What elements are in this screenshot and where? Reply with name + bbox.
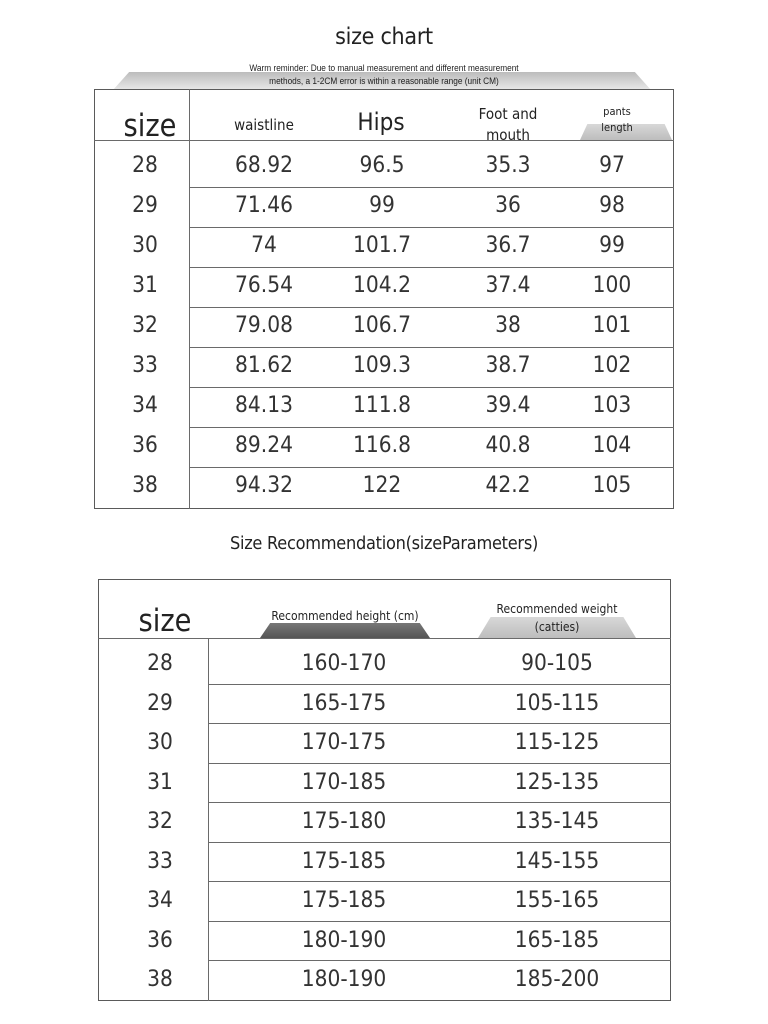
table1-row-divider xyxy=(189,187,674,188)
table1-header-foot-mouth xyxy=(459,104,558,146)
table1-cell: 35.3 xyxy=(485,153,531,178)
reminder-text xyxy=(200,62,568,88)
table2-row-divider xyxy=(208,881,671,882)
table1-header-pants-length xyxy=(577,104,658,136)
table2-cell: 38 xyxy=(147,967,173,992)
table1-cell: 36 xyxy=(495,193,521,218)
table1-row-divider xyxy=(189,307,674,308)
table2-row-divider xyxy=(208,802,671,803)
table1-cell: 100 xyxy=(592,273,632,298)
table1-cell: 76.54 xyxy=(235,273,293,298)
size-recommendation-title: Size Recommendation(sizeParameters) xyxy=(229,533,539,554)
table1-cell: 34 xyxy=(132,393,158,418)
table2-cell: 31 xyxy=(147,769,173,795)
table1-row-divider xyxy=(189,227,674,228)
table1-cell: 71.46 xyxy=(235,193,293,218)
table1-cell: 109.3 xyxy=(353,353,411,378)
table1-header-size: size xyxy=(123,108,177,144)
table1-cell: 79.08 xyxy=(235,313,293,338)
table1-cell: 39.4 xyxy=(485,393,531,418)
table2-row-divider xyxy=(208,723,671,724)
table1-cell: 36.7 xyxy=(485,233,531,258)
table2-cell: 90-105 xyxy=(521,651,593,676)
table2-cell: 135-145 xyxy=(514,809,600,834)
table1-cell: 94.32 xyxy=(235,473,293,498)
table2-row-divider xyxy=(208,921,671,922)
table1-cell: 68.92 xyxy=(235,153,293,178)
table2-cell: 185-200 xyxy=(514,967,600,992)
table1-cell: 103 xyxy=(592,393,632,418)
reminder-line-2: methods, a 1-2CM error is within a reasonable range (unit CM) xyxy=(269,76,499,86)
table1-cell: 102 xyxy=(592,353,632,378)
table2-cell: 34 xyxy=(147,888,173,913)
table1-row-divider xyxy=(189,427,674,428)
table1-cell: 101 xyxy=(592,313,632,338)
table1-cell: 38.7 xyxy=(485,353,531,378)
table1-cell: 37.4 xyxy=(485,273,531,298)
table2-cell: 180-190 xyxy=(301,927,387,953)
table2-height-header-shape xyxy=(260,623,430,638)
table1-header-pants-line2: length xyxy=(601,121,633,134)
table1-cell: 81.62 xyxy=(235,353,293,378)
table2-header-weight xyxy=(476,600,638,636)
table1-cell: 105 xyxy=(592,473,632,498)
table2-cell: 170-185 xyxy=(301,769,387,795)
table1-cell: 106.7 xyxy=(353,313,411,338)
table1-cell: 31 xyxy=(132,273,158,298)
table1-cell: 111.8 xyxy=(353,393,411,418)
table1-cell: 104.2 xyxy=(353,273,411,298)
table2-cell: 175-185 xyxy=(301,848,387,874)
table1-cell: 36 xyxy=(132,433,158,458)
table2-cell: 180-190 xyxy=(301,967,387,992)
table2-cell: 165-185 xyxy=(514,927,600,953)
table2-header-weight-line1: Recommended weight xyxy=(496,602,618,616)
table1-cell: 42.2 xyxy=(485,473,531,498)
table2-cell: 175-185 xyxy=(301,888,387,913)
table1-cell: 74 xyxy=(251,233,277,258)
table2-header-height: Recommended height (cm) xyxy=(271,609,419,623)
table1-cell: 38 xyxy=(132,473,158,498)
size-chart-title: size chart xyxy=(335,24,433,50)
table1-header-pants-line1: pants xyxy=(603,105,631,118)
table2-row-divider xyxy=(208,960,671,961)
table1-cell: 29 xyxy=(132,193,158,218)
table2-cell: 115-125 xyxy=(514,730,600,755)
table1-cell: 89.24 xyxy=(235,433,293,458)
table2-cell: 125-135 xyxy=(514,769,600,795)
reminder-line-1: Warm reminder: Due to manual measurement and different measurement xyxy=(249,63,519,73)
table2-cell: 165-175 xyxy=(301,690,387,716)
table1-header-waistline: waistline xyxy=(234,116,294,134)
table1-cell: 104 xyxy=(592,433,632,458)
table1-cell: 116.8 xyxy=(353,433,411,458)
table1-cell: 28 xyxy=(132,153,158,178)
table2-cell: 32 xyxy=(147,809,173,834)
table1-cell: 40.8 xyxy=(485,433,531,458)
table1-cell: 38 xyxy=(495,313,521,338)
table2-cell: 33 xyxy=(147,848,173,874)
table2-header-size: size xyxy=(138,603,192,639)
table2-cell: 155-165 xyxy=(514,888,600,913)
table1-cell: 84.13 xyxy=(235,393,293,418)
table1-header-foot-line2: mouth xyxy=(486,126,530,144)
table2-cell: 105-115 xyxy=(514,690,600,716)
table2-cell: 145-155 xyxy=(514,848,600,874)
table1-row-divider xyxy=(189,267,674,268)
table2-row-divider xyxy=(208,763,671,764)
table1-cell: 97 xyxy=(599,153,625,178)
table2-row-divider xyxy=(208,842,671,843)
table1-row-divider xyxy=(189,347,674,348)
table2-header-weight-line2: (catties) xyxy=(534,620,580,634)
table1-cell: 99 xyxy=(599,233,625,258)
table2-cell: 160-170 xyxy=(301,651,387,676)
table1-row-divider xyxy=(189,387,674,388)
table2-cell: 30 xyxy=(147,730,173,755)
table2-cell: 170-175 xyxy=(301,730,387,755)
table1-cell: 101.7 xyxy=(353,233,411,258)
table1-cell: 98 xyxy=(599,193,625,218)
table2-cell: 175-180 xyxy=(301,809,387,834)
table1-cell: 122 xyxy=(362,473,402,498)
table1-cell: 33 xyxy=(132,353,158,378)
table2-row-divider xyxy=(208,684,671,685)
table1-header-foot-line1: Foot and xyxy=(478,105,538,123)
table1-cell: 96.5 xyxy=(359,153,405,178)
table2-cell: 29 xyxy=(147,690,173,716)
table1-cell: 99 xyxy=(369,193,395,218)
table2-cell: 28 xyxy=(147,651,173,676)
table1-row-divider xyxy=(189,467,674,468)
table2-cell: 36 xyxy=(147,927,173,953)
table1-header-hips: Hips xyxy=(357,108,405,136)
table1-cell: 32 xyxy=(132,313,158,338)
table1-cell: 30 xyxy=(132,233,158,258)
